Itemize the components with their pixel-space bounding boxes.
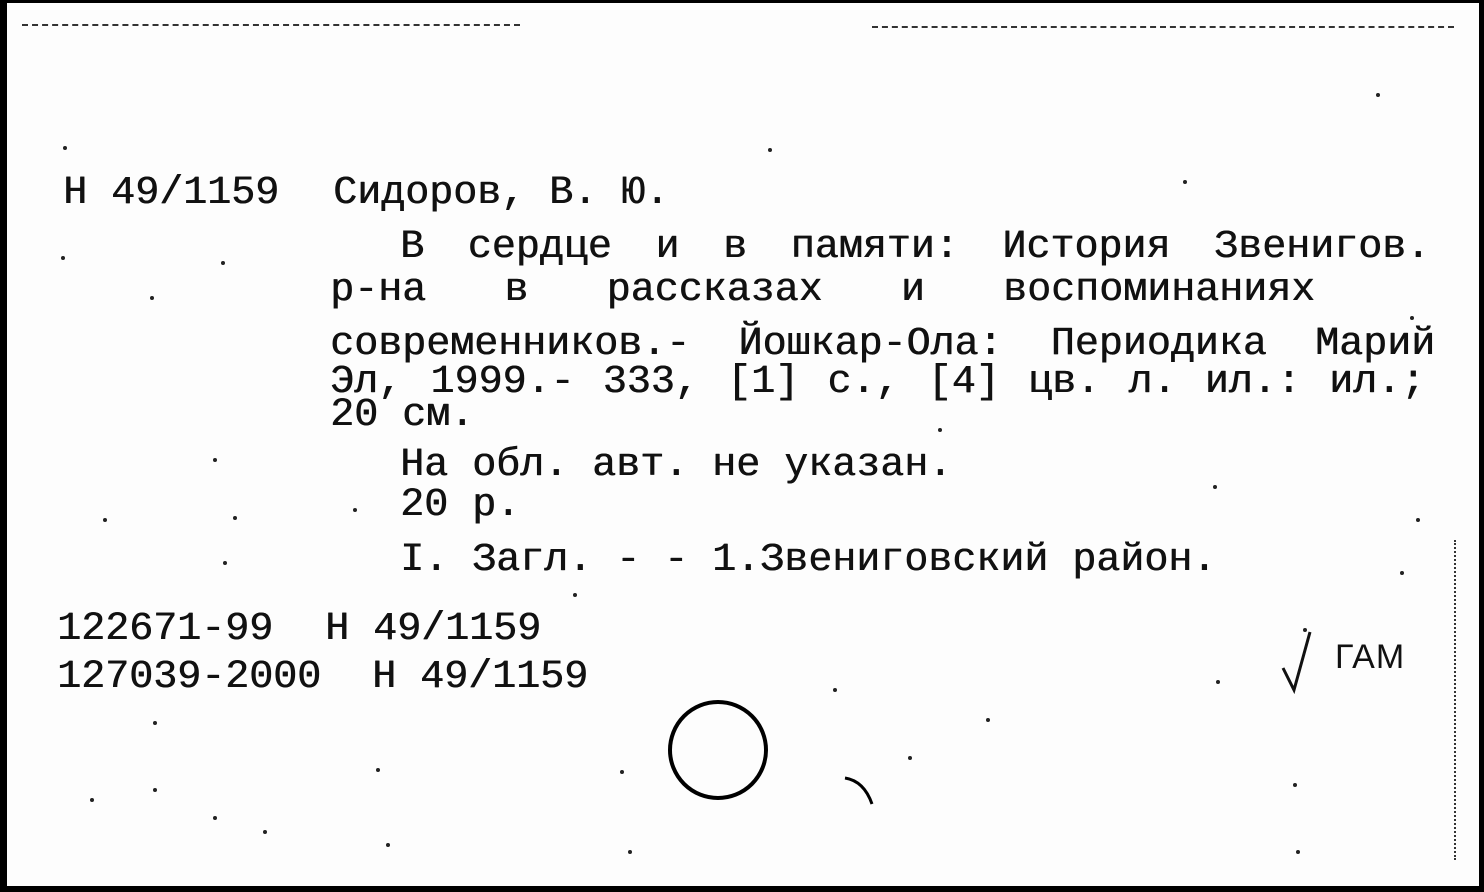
speck [1213, 485, 1217, 489]
speck [353, 508, 357, 512]
speck [61, 256, 65, 260]
speck [1296, 850, 1300, 854]
speck [376, 768, 380, 772]
description-line-4: Эл, 1999.- 333, [1] с., [4] цв. л. ил.: ил.; [330, 360, 1425, 405]
speck [620, 770, 624, 774]
author: Сидоров, В. Ю. [333, 171, 670, 216]
checkmark-icon [1283, 632, 1310, 690]
speck [263, 830, 267, 834]
call-number: Н 49/1159 [63, 171, 280, 216]
punch-hole [670, 702, 766, 798]
speck [221, 261, 225, 265]
speck [833, 688, 837, 692]
description-line-1: В сердце и в памяти: История Звенигов. [400, 225, 1430, 270]
speck [908, 756, 912, 760]
speck [573, 593, 577, 597]
speck [1416, 518, 1420, 522]
speck [150, 296, 154, 300]
tracings: I. Загл. - - 1.Звениговский район. [400, 538, 1217, 583]
speck [153, 721, 157, 725]
speck [153, 788, 157, 792]
inventory-call-number: Н 49/1159 [372, 655, 589, 700]
speck [986, 718, 990, 722]
speck [90, 798, 94, 802]
speck [213, 458, 217, 462]
speck [1293, 783, 1297, 787]
description-line-3: современников.- Йошкар-Ола: Периодика Марий [330, 322, 1435, 367]
inventory-number: 127039-2000 [57, 655, 322, 700]
speck [938, 428, 942, 432]
speck [768, 148, 772, 152]
inventory-call-number: Н 49/1159 [325, 607, 542, 652]
note: На обл. авт. не указан. [400, 443, 953, 488]
inventory-number: 122671-99 [57, 607, 274, 652]
scan-specks [61, 93, 1420, 854]
price: 20 р. [400, 483, 521, 528]
library-stamp: ГАМ [1335, 638, 1406, 676]
speck [223, 561, 227, 565]
description-line-2: р-на в рассказах и воспоминаниях [330, 268, 1315, 313]
speck [1400, 571, 1404, 575]
speck [628, 850, 632, 854]
speck [63, 146, 67, 150]
speck [213, 816, 217, 820]
speck [386, 843, 390, 847]
speck [1303, 628, 1307, 632]
speck [233, 516, 237, 520]
pen-stroke [845, 778, 872, 804]
speck [1183, 180, 1187, 184]
speck [1216, 680, 1220, 684]
speck [103, 518, 107, 522]
speck [1410, 316, 1414, 320]
speck [1376, 93, 1380, 97]
description-line-5: 20 см. [330, 393, 475, 438]
